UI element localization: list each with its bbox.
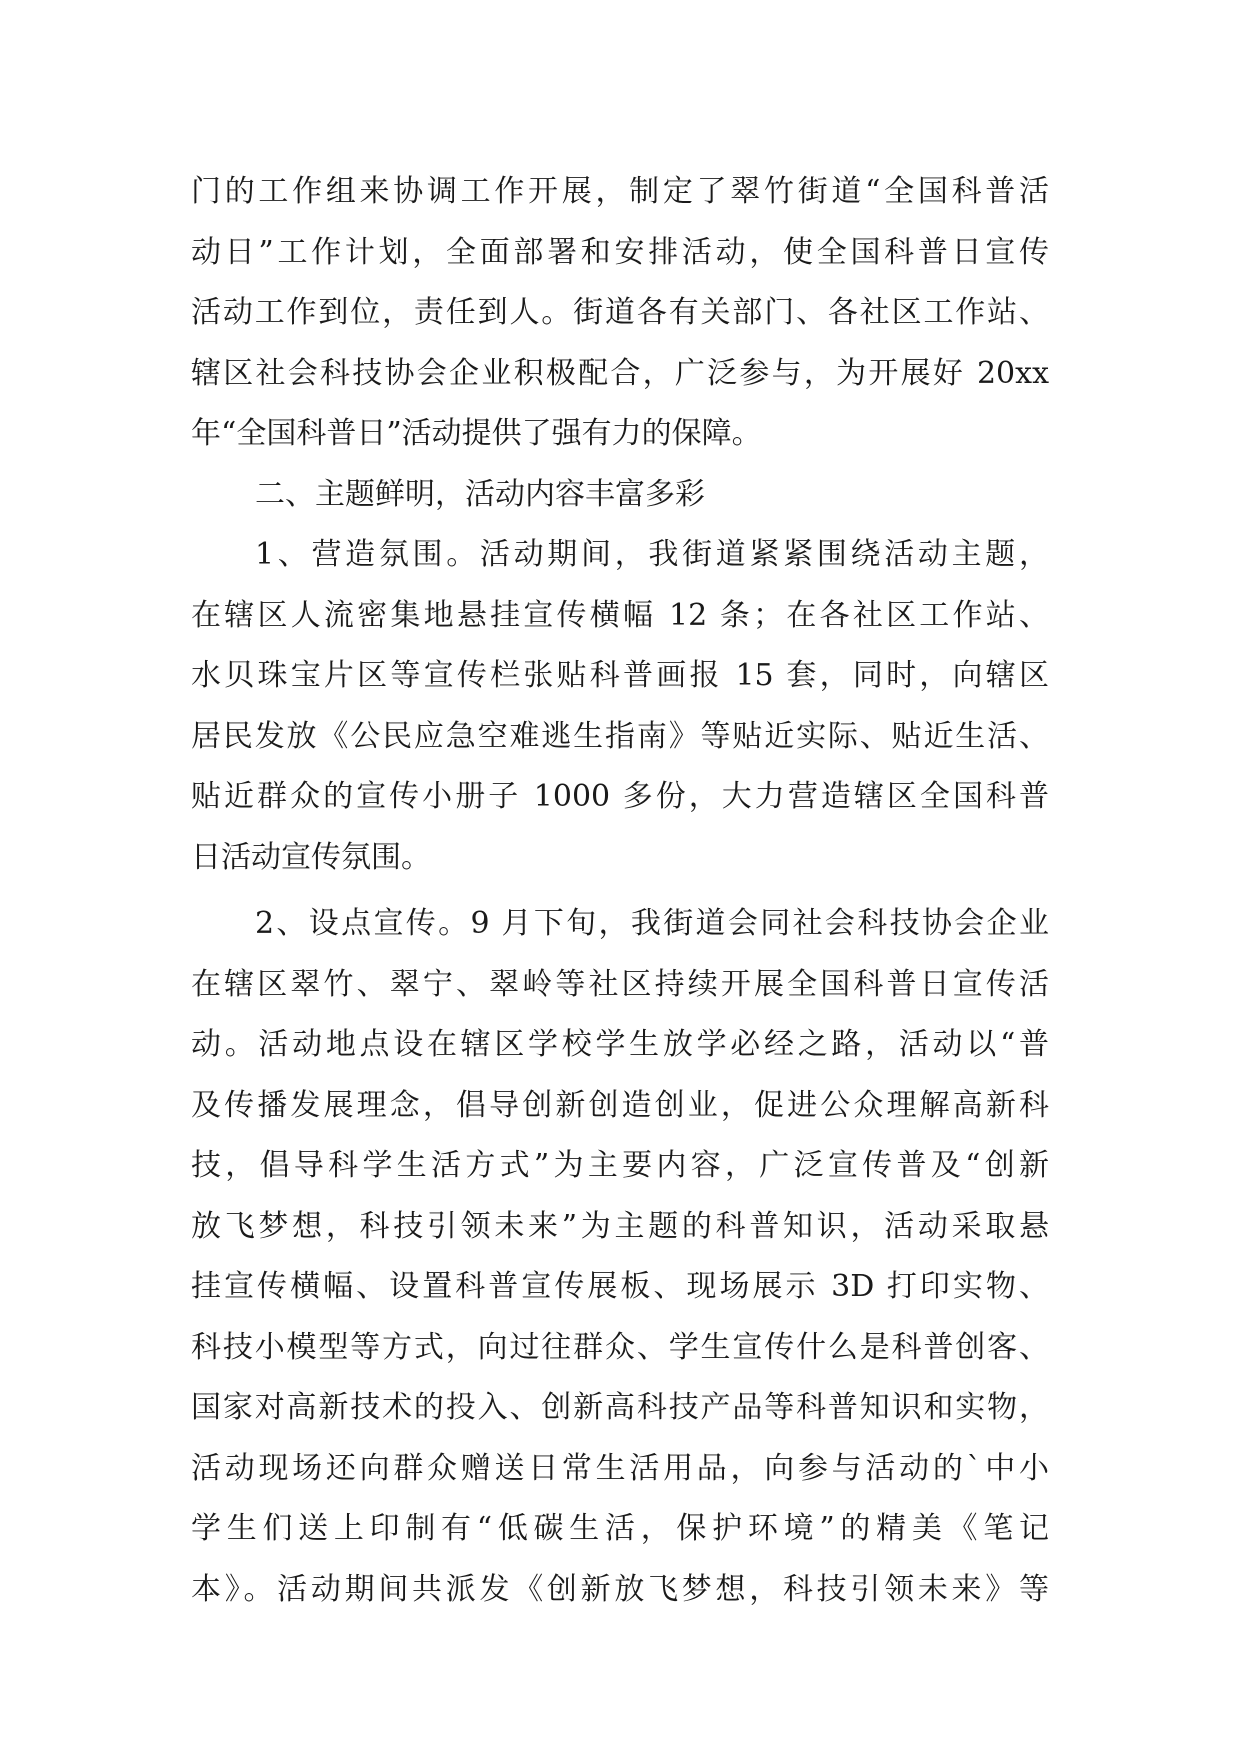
- paragraph-line: 水贝珠宝片区等宣传栏张贴科普画报 15 套，同时，向辖区: [191, 658, 1049, 693]
- paragraph-line: 居民发放《公民应急空难逃生指南》等贴近实际、贴近生活、: [191, 718, 1049, 754]
- paragraph-line: 在辖区人流密集地悬挂宣传横幅 12 条；在各社区工作站、: [191, 597, 1049, 633]
- paragraph-line: 1、营造氛围。活动期间，我街道紧紧围绕活动主题，: [255, 537, 1049, 572]
- paragraph-line: 技，倡导科学生活方式”为主要内容，广泛宣传普及“创新: [191, 1148, 1049, 1183]
- paragraph-line: 及传播发展理念，倡导创新创造创业，促进公众理解高新科: [191, 1087, 1049, 1123]
- paragraph-line: 本》。活动期间共派发《创新放飞梦想，科技引领未来》等: [191, 1571, 1049, 1607]
- paragraph-line: 辖区社会科技协会企业积极配合，广泛参与，为开展好 20xx: [191, 355, 1049, 391]
- paragraph-line: 活动工作到位，责任到人。街道各有关部门、各社区工作站、: [191, 295, 1049, 330]
- paragraph-line: 贴近群众的宣传小册子 1000 多份，大力营造辖区全国科普: [191, 779, 1049, 814]
- paragraph-line: 学生们送上印制有“低碳生活，保护环境”的精美《笔记: [191, 1511, 1049, 1546]
- paragraph-line: 动日”工作计划，全面部署和安排活动，使全国科普日宣传: [191, 234, 1049, 270]
- paragraph-line: 活动现场还向群众赠送日常生活用品，向参与活动的`中小: [191, 1450, 1049, 1486]
- paragraph-line: 放飞梦想，科技引领未来”为主题的科普知识，活动采取悬: [191, 1208, 1049, 1244]
- paragraph-line: 在辖区翠竹、翠宁、翠岭等社区持续开展全国科普日宣传活: [191, 966, 1049, 1002]
- paragraph-line: 2、设点宣传。9 月下旬，我街道会同社会科技协会企业: [255, 906, 1049, 941]
- paragraph-line: 门的工作组来协调工作开展，制定了翠竹街道“全国科普活: [191, 174, 1049, 209]
- paragraph-line: 国家对高新技术的投入、创新高科技产品等科普知识和实物，: [191, 1390, 1049, 1425]
- paragraph-line: 日活动宣传氛围。: [191, 839, 431, 875]
- paragraph-line: 科技小模型等方式，向过往群众、学生宣传什么是科普创客、: [191, 1329, 1049, 1365]
- paragraph-line: 动。活动地点设在辖区学校学生放学必经之路，活动以“普: [191, 1027, 1049, 1062]
- paragraph-line: 年“全国科普日”活动提供了强有力的保障。: [191, 416, 762, 451]
- paragraph-line: 挂宣传横幅、设置科普宣传展板、现场展示 3D 打印实物、: [191, 1269, 1049, 1304]
- document-body: [191, 162, 1049, 1620]
- section-heading: 二、主题鲜明，活动内容丰富多彩: [255, 476, 705, 512]
